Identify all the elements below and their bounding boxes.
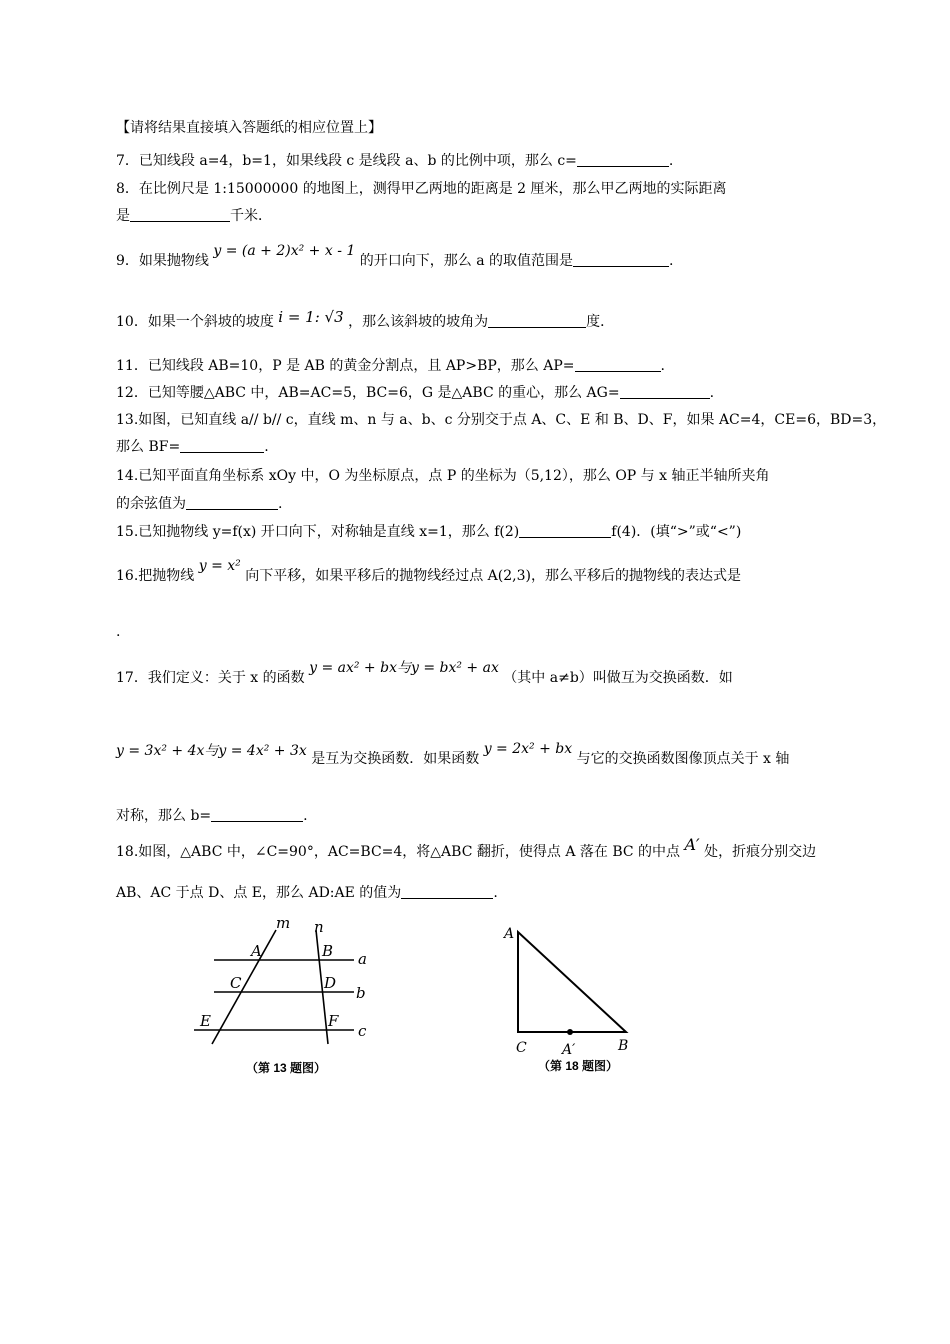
question-17-line2: y = 3x² + 4x与y = 4x² + 3x 是互为交换函数．如果函数 y = 2x² + bx 与它的交换函数图像顶点关于 x 轴 (116, 741, 790, 767)
figure-18 (500, 918, 650, 1082)
label-C: C (230, 974, 242, 992)
figure-18-caption: （第 18 题图） (537, 1059, 619, 1073)
label-F: F (328, 1012, 339, 1030)
label-m: m (276, 914, 291, 932)
question-17-line3: 对称，那么 b= . (116, 808, 308, 824)
question-14-line1: 14.已知平面直角坐标系 xOy 中，O 为坐标原点，点 P 的坐标为（5,12），那么 OP 与 x 轴正半轴所夹角 (116, 468, 770, 484)
figure-18-diagram (500, 918, 650, 1082)
formula-q17b: y = 3x² + 4x与y = 4x² + 3x (116, 743, 307, 759)
question-13-line2: 那么 BF= . (116, 439, 269, 455)
formula-q18: A′ (684, 835, 700, 854)
answer-blank-17[interactable] (211, 807, 303, 822)
point-a-prime (567, 1029, 573, 1035)
answer-blank-9[interactable] (573, 252, 669, 267)
answer-blank-14[interactable] (186, 495, 278, 510)
answer-blank-12[interactable] (620, 384, 710, 399)
label-A: A (251, 942, 262, 960)
question-8-line1: 8．在比例尺是 1:15000000 的地图上，测得甲乙两地的距离是 2 厘米，那么甲乙两地的实际距离 (116, 181, 727, 197)
question-16-end: . (116, 624, 121, 640)
answer-blank-13[interactable] (180, 438, 264, 453)
question-16: 16.把抛物线 y = x² 向下平移，如果平移后的抛物线经过点 A(2,3)，那么平移后的抛物线的表达式是 (116, 558, 741, 584)
figure-13-diagram (186, 912, 386, 1082)
formula-q17c: y = 2x² + bx (483, 741, 573, 757)
figure-13-caption: （第 13 题图） (245, 1061, 327, 1075)
label-a: a (358, 950, 367, 968)
answer-blank-8[interactable] (130, 207, 230, 222)
label-B: B (322, 942, 334, 960)
answer-blank-11[interactable] (575, 357, 661, 372)
line-m (212, 930, 276, 1044)
question-18-line1: 18.如图，△ABC 中，∠C=90°，AC=BC=4，将△ABC 翻折，使得点 A 落在 BC 的中点 A′ 处，折痕分别交边 (116, 835, 817, 860)
question-14-line2: 的余弦值为 . (116, 496, 283, 512)
label-n: n (314, 918, 324, 936)
instruction: 【请将结果直接填入答题纸的相应位置上】 (116, 120, 382, 136)
label-D: D (324, 974, 337, 992)
question-11: 11．已知线段 AB=10，P 是 AB 的黄金分割点，且 AP>BP，那么 AP= . (116, 358, 665, 374)
triangle-abc (518, 932, 626, 1032)
question-10: 10．如果一个斜坡的坡度 i = 1: √3 ，那么该斜坡的坡角为 度． (116, 308, 615, 330)
formula-q17a: y = ax² + bx与y = bx² + ax (309, 660, 499, 676)
answer-blank-18[interactable] (401, 884, 493, 899)
question-13-line1: 13.如图，已知直线 a// b// c，直线 m、n 与 a、b、c 分别交于点 A、C、E 和 B、D、F，如果 AC=4，CE=6，BD=3， (116, 412, 887, 428)
label-b: b (356, 984, 366, 1002)
question-18-line2: AB、AC 于点 D、点 E，那么 AD:AE 的值为 . (116, 885, 498, 901)
formula-q9: y = (a + 2)x² + x - 1 (213, 243, 356, 259)
figure-13 (186, 912, 386, 1082)
question-8-line2: 是 千米． (116, 208, 272, 224)
label-E: E (200, 1012, 211, 1030)
answer-blank-10[interactable] (488, 313, 586, 328)
formula-q16: y = x² (198, 558, 241, 574)
label-B: B (618, 1038, 629, 1054)
label-c: c (358, 1022, 367, 1040)
question-12: 12．已知等腰△ABC 中，AB=AC=5，BC=6，G 是△ABC 的重心，那么 AG= . (116, 385, 715, 401)
question-17-line1: 17．我们定义：关于 x 的函数 y = ax² + bx与y = bx² + ax （其中 a≠b）叫做互为交换函数．如 (116, 660, 733, 686)
formula-q10: i = 1: √3 (278, 308, 344, 326)
question-9: 9．如果抛物线 y = (a + 2)x² + x - 1 的开口向下，那么 a 的取值范围是 . (116, 243, 674, 269)
label-A: A (504, 926, 515, 942)
question-15: 15.已知抛物线 y=f(x) 开口向下，对称轴是直线 x=1，那么 f(2) f(4)．(填“>”或“<”) (116, 524, 742, 540)
answer-blank-7[interactable] (577, 152, 669, 167)
answer-blank-15[interactable] (519, 523, 611, 538)
label-A-prime: A′ (562, 1042, 576, 1058)
label-C: C (516, 1040, 527, 1056)
question-7-text: 7．已知线段 a=4，b=1，如果线段 c 是线段 a、b 的比例中项，那么 c= (116, 153, 577, 169)
question-7: 7．已知线段 a=4，b=1，如果线段 c 是线段 a、b 的比例中项，那么 c= . (116, 153, 674, 169)
